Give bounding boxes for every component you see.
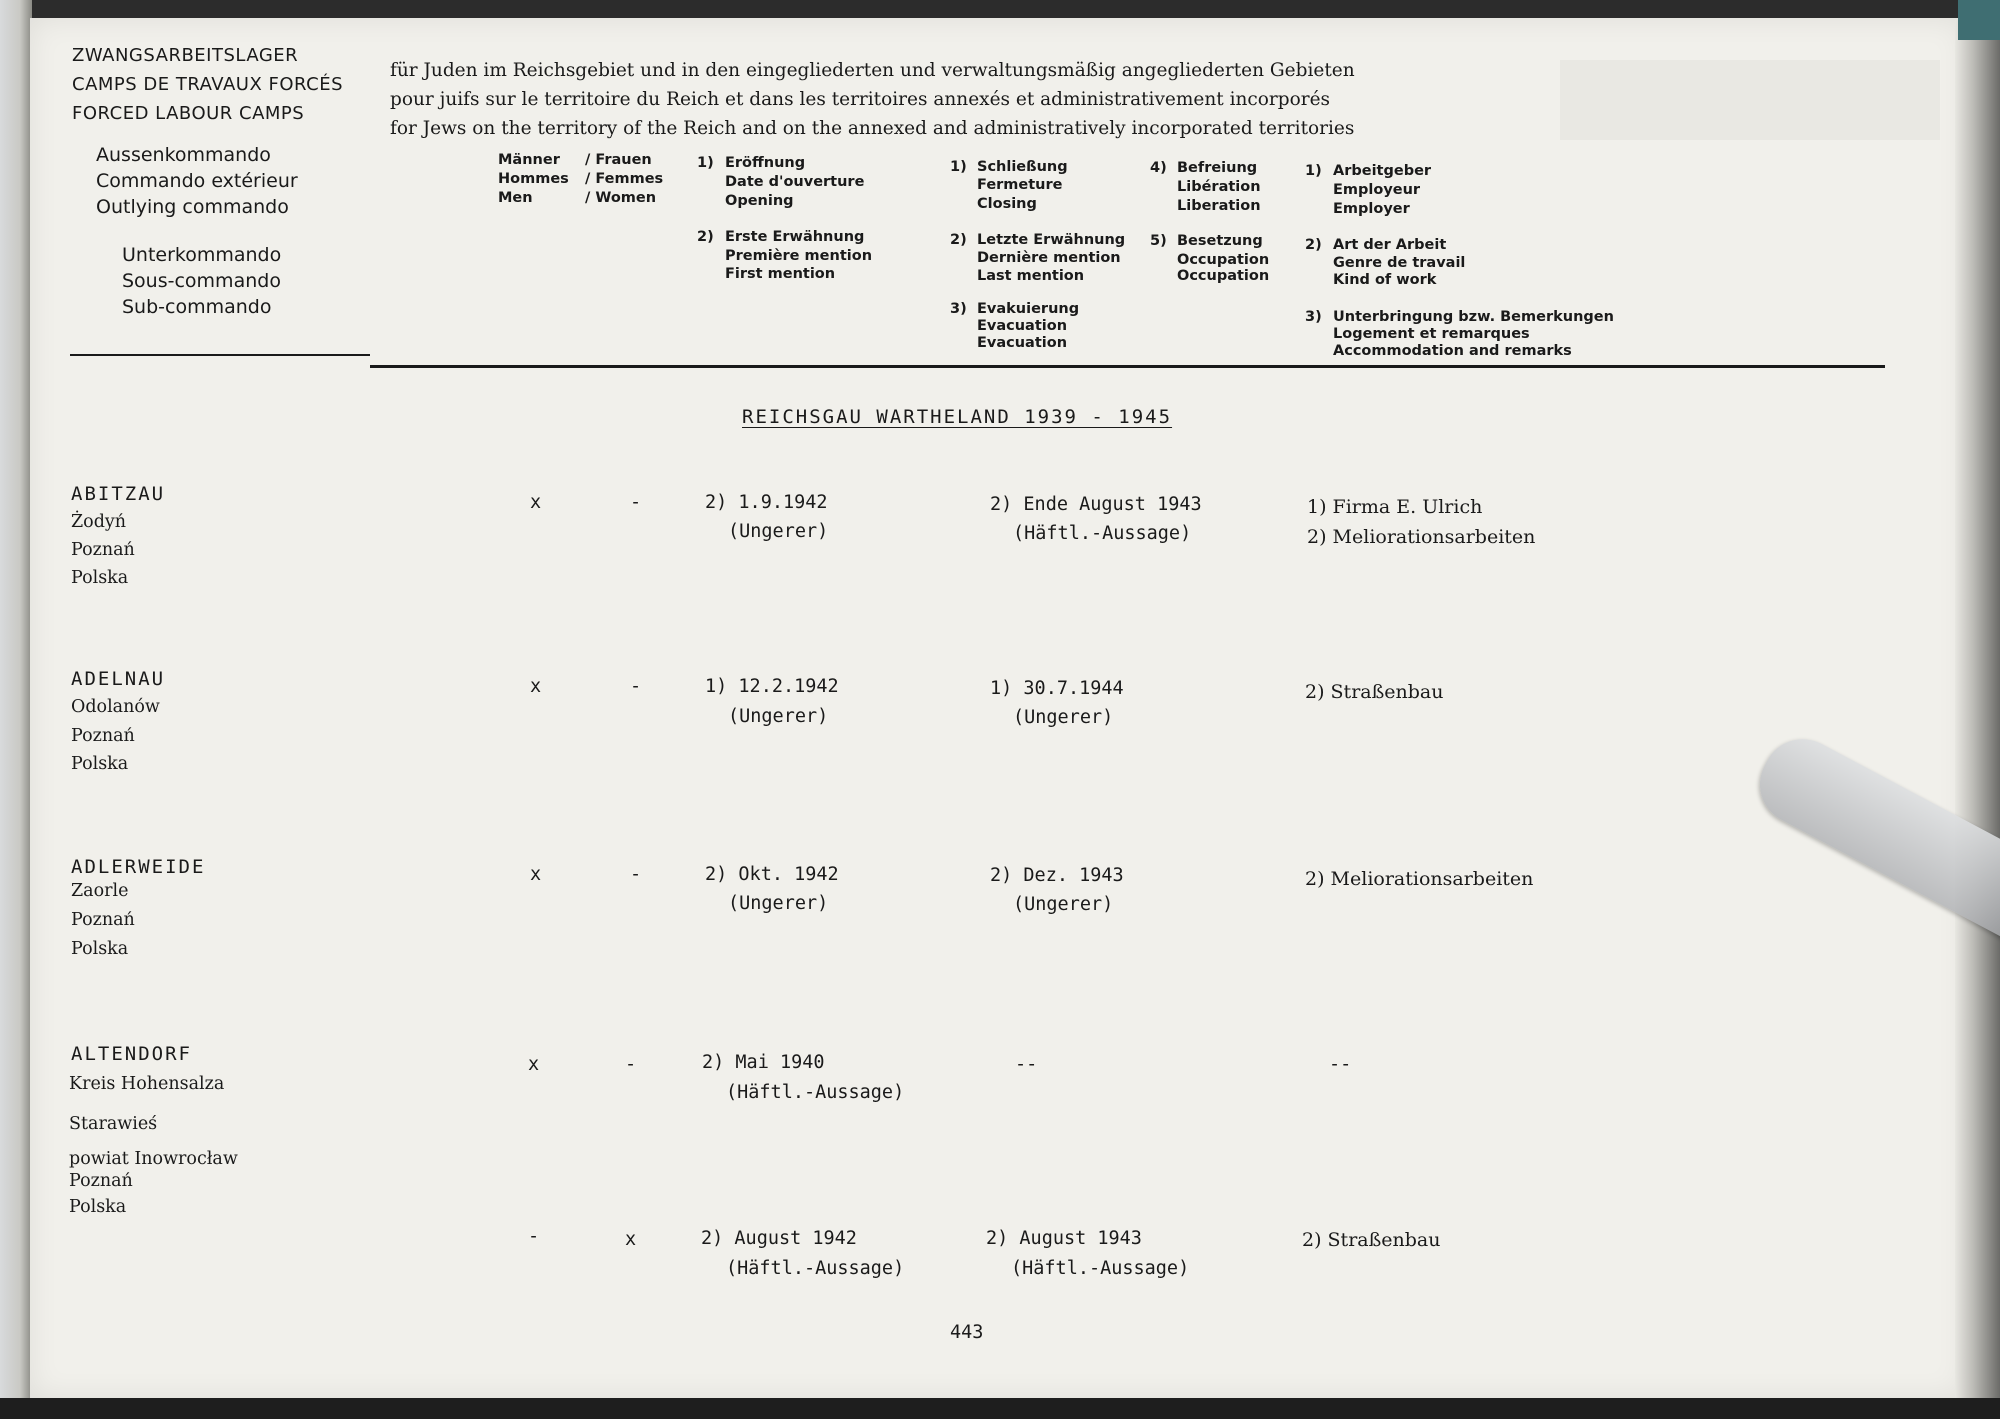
legend-work-num: 2) xyxy=(1305,237,1322,253)
legend-accommodation-num: 3) xyxy=(1305,309,1322,325)
opened-date: 2) August 1942 xyxy=(701,1228,857,1249)
men-mark: x xyxy=(530,864,542,885)
closed-date: 1) 30.7.1944 xyxy=(990,678,1124,699)
closed-date: 2) Ende August 1943 xyxy=(990,494,1202,515)
legend-closing-num: 1) xyxy=(950,159,967,175)
legend-occupation-en: Occupation xyxy=(1177,268,1270,284)
legend-first-mention-de: Erste Erwähnung xyxy=(725,229,865,245)
legend-first-mention-fr: Première mention xyxy=(725,248,873,264)
camp-location-line: Polska xyxy=(71,754,129,774)
legend-occupation-fr: Occupation xyxy=(1177,252,1270,268)
left-page-edge xyxy=(0,0,32,1419)
legend-last-mention-en: Last mention xyxy=(977,268,1085,284)
women-mark: x xyxy=(625,1229,637,1250)
legend-last-mention-de: Letzte Erwähnung xyxy=(977,232,1126,248)
header-category-en: FORCED LABOUR CAMPS xyxy=(72,103,305,124)
closed-source: (Ungerer) xyxy=(1013,894,1114,915)
closed-date: -- xyxy=(1015,1054,1038,1075)
legend-first-mention-en: First mention xyxy=(725,266,836,282)
legend-work-de: Art der Arbeit xyxy=(1333,237,1447,253)
camp-location-line: Poznań xyxy=(71,726,135,746)
opened-date: 1) 12.2.1942 xyxy=(705,676,839,697)
legend-first-mention-num: 2) xyxy=(697,229,714,245)
closed-date: 2) Dez. 1943 xyxy=(990,865,1124,886)
camp-location-line: Odolanów xyxy=(71,697,160,717)
closed-source: (Häftl.-Aussage) xyxy=(1013,523,1192,544)
opened-date: 2) Okt. 1942 xyxy=(705,864,839,885)
header-category-fr: CAMPS DE TRAVAUX FORCÉS xyxy=(72,74,344,95)
legend-closing-fr: Fermeture xyxy=(977,177,1063,193)
legend-opening-en: Opening xyxy=(725,193,794,209)
legend-evacuation-num: 3) xyxy=(950,301,967,317)
legend-liberation-en: Liberation xyxy=(1177,198,1261,214)
header-rule-main xyxy=(370,365,1885,368)
women-mark: - xyxy=(630,864,642,885)
legend-opening-num: 1) xyxy=(697,155,714,171)
legend-accommodation-fr: Logement et remarques xyxy=(1333,326,1530,342)
legend-women-fr: / Femmes xyxy=(585,171,664,187)
camp-name: ALTENDORF xyxy=(71,1043,192,1065)
legend-closing-de: Schließung xyxy=(977,159,1068,175)
legend-liberation-fr: Libération xyxy=(1177,179,1261,195)
header-description-de: für Juden im Reichsgebiet und in den eingegliederten und verwaltungsmäßig angegliederten Gebieten xyxy=(390,60,1355,81)
legend-employer-en: Employer xyxy=(1333,201,1410,217)
camp-location-line: Poznań xyxy=(71,540,135,560)
women-mark: - xyxy=(630,676,642,697)
men-mark: x xyxy=(530,492,542,513)
camp-location-line: Żodyń xyxy=(71,512,127,532)
legend-closing-en: Closing xyxy=(977,196,1037,212)
header-category-de: ZWANGSARBEITSLAGER xyxy=(72,45,299,66)
header-description-fr: pour juifs sur le territoire du Reich et dans les territoires annexés et administrativement incorporés xyxy=(390,89,1331,110)
page-number: 443 xyxy=(950,1322,984,1343)
legend-accommodation-en: Accommodation and remarks xyxy=(1333,343,1572,359)
legend-liberation-num: 4) xyxy=(1150,160,1167,176)
camp-location-line: Zaorle xyxy=(71,881,129,901)
legend-women-en: / Women xyxy=(585,190,657,206)
opened-source: (Ungerer) xyxy=(728,521,829,542)
closed-date: 2) August 1943 xyxy=(986,1228,1142,1249)
legend-liberation-de: Befreiung xyxy=(1177,160,1258,176)
legend-opening-de: Eröffnung xyxy=(725,155,806,171)
camp-location-line: Poznań xyxy=(69,1171,133,1191)
camp-name: ABITZAU xyxy=(71,483,166,505)
scan-bottom-edge xyxy=(0,1398,2000,1419)
men-mark: - xyxy=(528,1226,540,1247)
opened-source: (Häftl.-Aussage) xyxy=(726,1082,905,1103)
remarks-line: 2) Meliorationsarbeiten xyxy=(1307,526,1536,548)
opened-date: 2) Mai 1940 xyxy=(702,1052,825,1073)
women-mark: - xyxy=(625,1054,637,1075)
camp-location-line: Kreis Hohensalza xyxy=(69,1074,225,1094)
legend-evacuation-de: Evakuierung xyxy=(977,301,1080,317)
legend-evacuation-fr: Evacuation xyxy=(977,318,1068,334)
legend-women-de: / Frauen xyxy=(585,152,652,168)
legend-work-fr: Genre de travail xyxy=(1333,255,1466,271)
legend-employer-num: 1) xyxy=(1305,163,1322,179)
legend-last-mention-fr: Dernière mention xyxy=(977,250,1121,266)
book-page xyxy=(30,18,1965,1398)
bleed-through xyxy=(1560,60,1940,140)
legend-outlying-en: Outlying commando xyxy=(96,196,289,218)
remarks-line: -- xyxy=(1329,1054,1352,1075)
legend-evacuation-en: Evacuation xyxy=(977,335,1068,351)
camp-location-line: Polska xyxy=(71,939,129,959)
section-title: REICHSGAU WARTHELAND 1939 - 1945 xyxy=(742,406,1173,428)
camp-name: ADLERWEIDE xyxy=(71,856,206,878)
closed-source: (Ungerer) xyxy=(1013,707,1114,728)
remarks-line: 2) Straßenbau xyxy=(1302,1229,1441,1251)
remarks-line: 2) Straßenbau xyxy=(1305,681,1444,703)
legend-sub-de: Unterkommando xyxy=(122,244,282,266)
legend-sub-en: Sub-commando xyxy=(122,296,272,318)
header-description-en: for Jews on the territory of the Reich and on the annexed and administratively incorporated territories xyxy=(390,118,1355,139)
remarks-line: 1) Firma E. Ulrich xyxy=(1307,496,1483,518)
men-mark: x xyxy=(528,1054,540,1075)
legend-outlying-de: Aussenkommando xyxy=(96,144,271,166)
right-page-stack xyxy=(1955,20,2000,1400)
legend-accommodation-de: Unterbringung bzw. Bemerkungen xyxy=(1333,309,1614,325)
camp-location-line: Starawieś xyxy=(69,1114,158,1134)
opened-source: (Häftl.-Aussage) xyxy=(726,1258,905,1279)
camp-location-line: Polska xyxy=(69,1197,127,1217)
camp-location-line: Poznań xyxy=(71,910,135,930)
legend-sub-fr: Sous-commando xyxy=(122,270,281,292)
closed-source: (Häftl.-Aussage) xyxy=(1011,1258,1190,1279)
opened-source: (Ungerer) xyxy=(728,893,829,914)
women-mark: - xyxy=(630,492,642,513)
opened-source: (Ungerer) xyxy=(728,706,829,727)
legend-last-mention-num: 2) xyxy=(950,232,967,248)
legend-opening-fr: Date d'ouverture xyxy=(725,174,865,190)
camp-location-line: Polska xyxy=(71,568,129,588)
legend-men-en: Men xyxy=(498,190,533,206)
legend-work-en: Kind of work xyxy=(1333,272,1437,288)
opened-date: 2) 1.9.1942 xyxy=(705,492,828,513)
camp-location-line: powiat Inowrocław xyxy=(69,1149,238,1169)
legend-outlying-fr: Commando extérieur xyxy=(96,170,298,192)
background-corner xyxy=(1958,0,2000,40)
legend-employer-de: Arbeitgeber xyxy=(1333,163,1432,179)
legend-occupation-de: Besetzung xyxy=(1177,233,1263,249)
legend-men-fr: Hommes xyxy=(498,171,569,187)
header-rule-left xyxy=(70,354,370,356)
legend-men-de: Männer xyxy=(498,152,560,168)
camp-name: ADELNAU xyxy=(71,668,166,690)
men-mark: x xyxy=(530,676,542,697)
legend-occupation-num: 5) xyxy=(1150,233,1167,249)
remarks-line: 2) Meliorationsarbeiten xyxy=(1305,868,1534,890)
legend-employer-fr: Employeur xyxy=(1333,182,1421,198)
